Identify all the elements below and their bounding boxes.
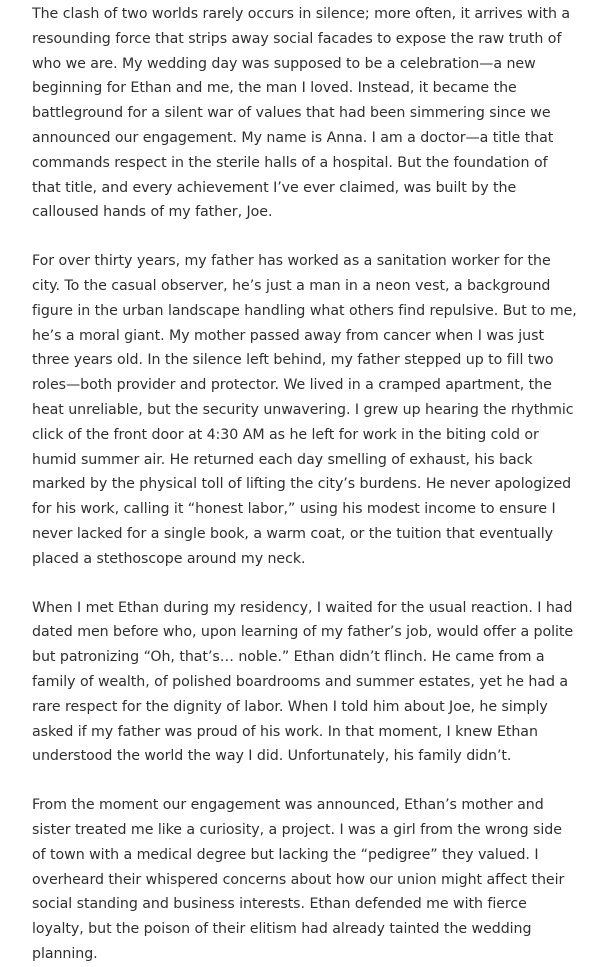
paragraph-4: From the moment our engagement was announced, Ethan’s mother and sister treated me like a curiosity, a project. I was a girl from the wrong side of town with a medical degree but lacking the “pedigree” they valued. I overheard their whispered concerns about how our union might affect their social standing and business interests. Ethan defended me with fierce loyalty, but the poison of their elitism had already tainted the wedding planning.: [32, 797, 565, 962]
paragraph-3: When I met Ethan during my residency, I waited for the usual reaction. I had dated men before who, upon learning of my father’s job, would offer a polite but patronizing “Oh, that’s… noble.” Ethan didn’t flinch. He came from a family of wealth, of polished boardrooms and summer estates, yet he had a rare respect for the dignity of labor. When I told him about Joe, he simply asked if my father was proud of his work. In that moment, I knew Ethan understood the world the way I did. Unfortunately, his family didn’t.: [32, 599, 574, 765]
paragraph-1: The clash of two worlds rarely occurs in silence; more often, it arrives with a resounding force that strips away social facades to expose the raw truth of who we are. My wedding day was supposed to be a celebration—a new beginning for Ethan and me, the man I loved. Instead, it became the battleground for a silent war of values that had been simmering since we announced our engagement. My name is Anna. I am a doctor—a title that commands respect in the sterile halls of a hospital. But the foundation of that title, and every achievement I’ve ever claimed, was built by the calloused hands of my father, Joe.: [32, 6, 571, 221]
paragraph-2: For over thirty years, my father has worked as a sanitation worker for the city. To the casual observer, he’s just a man in a neon vest, a background figure in the urban landscape handling what others find repulsive. But to me, he’s a moral giant. My mother passed away from cancer when I was just three years old. In the silence left behind, my father stepped up to fill two roles—both provider and protector. We lived in a cramped apartment, the heat unreliable, but the security unwavering. I grew up hearing the rhythmic click of the front door at 4:30 AM as he left for work in the biting cold or humid summer air. He returned each day smelling of exhaust, his back marked by the physical toll of lifting the city’s burdens. He never apologized for his work, calling it “honest labor,” using his modest income to ensure I never lacked for a single book, a warm coat, or the tuition that eventually placed a stethoscope around my neck.: [32, 253, 577, 567]
